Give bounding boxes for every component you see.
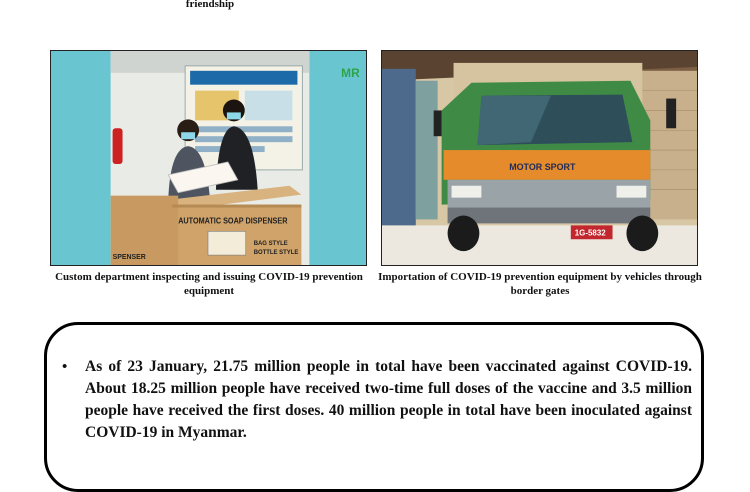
- soap-dispenser-box-label: AUTOMATIC SOAP DISPENSER: [178, 215, 288, 226]
- channel-logo: MR: [341, 65, 360, 80]
- left-photo-caption: Custom department inspecting and issuing COVID-19 prevention equipment: [55, 271, 363, 297]
- truck-importation-photo: [381, 50, 698, 266]
- vaccination-bullet-list: [62, 356, 692, 444]
- bottle-style-label: BOTTLE STYLE: [253, 250, 299, 257]
- bullet-icon: •: [62, 359, 68, 375]
- vaccination-bullet-item: [62, 356, 692, 444]
- side-box-label: SPENSER: [112, 254, 146, 262]
- right-photo-caption: Importation of COVID-19 prevention equipment by vehicles through border gates: [378, 271, 702, 297]
- top-caption: friendship: [185, 0, 235, 10]
- bag-style-label: BAG STYLE: [253, 241, 288, 248]
- license-plate: 1G-5832: [574, 228, 606, 238]
- vaccination-paragraph: As of 23 January, 21.75 million people in total have been vaccinated against COVID-19. About 18.25 million people have received two-time full doses of the vaccine and 3.5 million people have received the first doses. 40 million people in total have been inoculated against COVID-19 in Myanmar.: [85, 358, 692, 441]
- truck-brand-text: MOTOR SPORT: [509, 161, 576, 172]
- customs-inspection-photo: [50, 50, 367, 266]
